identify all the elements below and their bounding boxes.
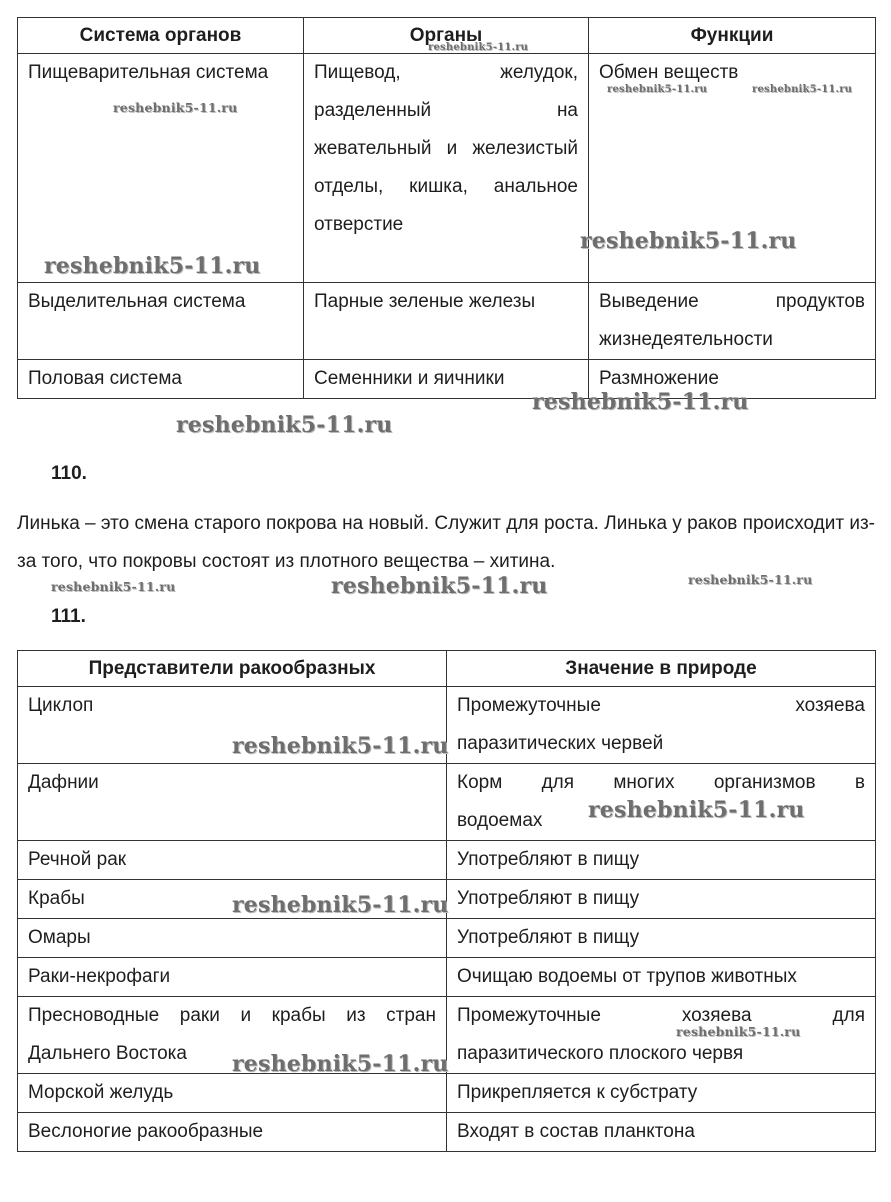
watermark: reshebnik5-11.ru [113, 100, 238, 115]
cell-name: Веслоногие ракообразные [18, 1113, 447, 1152]
watermark: reshebnik5-11.ru [176, 412, 393, 438]
cell-organs: Пищевод, желудок, разделенный на жевательный и железистый отделы, кишка, анальное отверстие [304, 54, 589, 283]
table-row [18, 958, 876, 997]
watermark: reshebnik5-11.ru [232, 1051, 449, 1077]
watermark: reshebnik5-11.ru [580, 228, 797, 254]
watermark: reshebnik5-11.ru [44, 253, 261, 279]
table-row [18, 1074, 876, 1113]
header-organ-system: Система органов [18, 18, 304, 54]
cell-name: Омары [18, 919, 447, 958]
cell-value: Употребляют в пищу [447, 841, 876, 880]
cell-function: Размножение [589, 360, 876, 399]
cell-function: Выведение продуктов жизнедеятельности [589, 283, 876, 360]
table-row [18, 283, 876, 360]
task-number-110: 110. [51, 463, 87, 484]
cell-name: Дафнии [18, 764, 447, 841]
cell-value: Промежуточные хозяева для паразитического плоского червя [447, 997, 876, 1074]
cell-organs: Семенники и яичники [304, 360, 589, 399]
cell-value: Употребляют в пищу [447, 880, 876, 919]
cell-system: Выделительная система [18, 283, 304, 360]
task-110-answer: Линька – это смена старого покрова на новый. Служит для роста. Линька у раков происходит из-за того, что покровы состоят из плотного вещества – хитина. [17, 513, 875, 572]
watermark: reshebnik5-11.ru [688, 572, 813, 587]
cell-name: Крабы [18, 880, 447, 919]
organ-systems-table [17, 17, 876, 399]
cell-value: Прикрепляется к субстрату [447, 1074, 876, 1113]
cell-name: Раки-некрофаги [18, 958, 447, 997]
watermark: reshebnik5-11.ru [428, 42, 529, 53]
header-functions: Функции [589, 18, 876, 54]
cell-value: Промежуточные хозяева паразитических червей [447, 687, 876, 764]
task-number-111: 111. [51, 606, 86, 627]
cell-value: Употребляют в пищу [447, 919, 876, 958]
watermark: reshebnik5-11.ru [232, 733, 449, 759]
cell-function: Обмен веществ [589, 54, 876, 283]
watermark: reshebnik5-11.ru [752, 84, 853, 95]
watermark: reshebnik5-11.ru [232, 892, 449, 918]
cell-name: Циклоп [18, 687, 447, 764]
cell-value: Корм для многих организмов в водоемах [447, 764, 876, 841]
table-row [18, 919, 876, 958]
cell-value: Входят в состав планктона [447, 1113, 876, 1152]
header-significance: Значение в природе [447, 651, 876, 687]
watermark: reshebnik5-11.ru [588, 797, 805, 823]
header-organs: Органы [304, 18, 589, 54]
watermark: reshebnik5-11.ru [51, 579, 176, 594]
cell-system: Пищеварительная система [18, 54, 304, 283]
table-header-row [18, 651, 876, 687]
cell-name: Морской желудь [18, 1074, 447, 1113]
table-row [18, 1113, 876, 1152]
cell-value: Очищаю водоемы от трупов животных [447, 958, 876, 997]
watermark: reshebnik5-11.ru [331, 573, 548, 599]
cell-system: Половая система [18, 360, 304, 399]
cell-name: Речной рак [18, 841, 447, 880]
header-representatives: Представители ракообразных [18, 651, 447, 687]
watermark: reshebnik5-11.ru [607, 84, 708, 95]
cell-name: Пресноводные раки и крабы из стран Дальнего Востока [18, 997, 447, 1074]
watermark: reshebnik5-11.ru [676, 1024, 801, 1039]
watermark: reshebnik5-11.ru [532, 389, 749, 415]
table-row [18, 841, 876, 880]
cell-organs: Парные зеленые железы [304, 283, 589, 360]
